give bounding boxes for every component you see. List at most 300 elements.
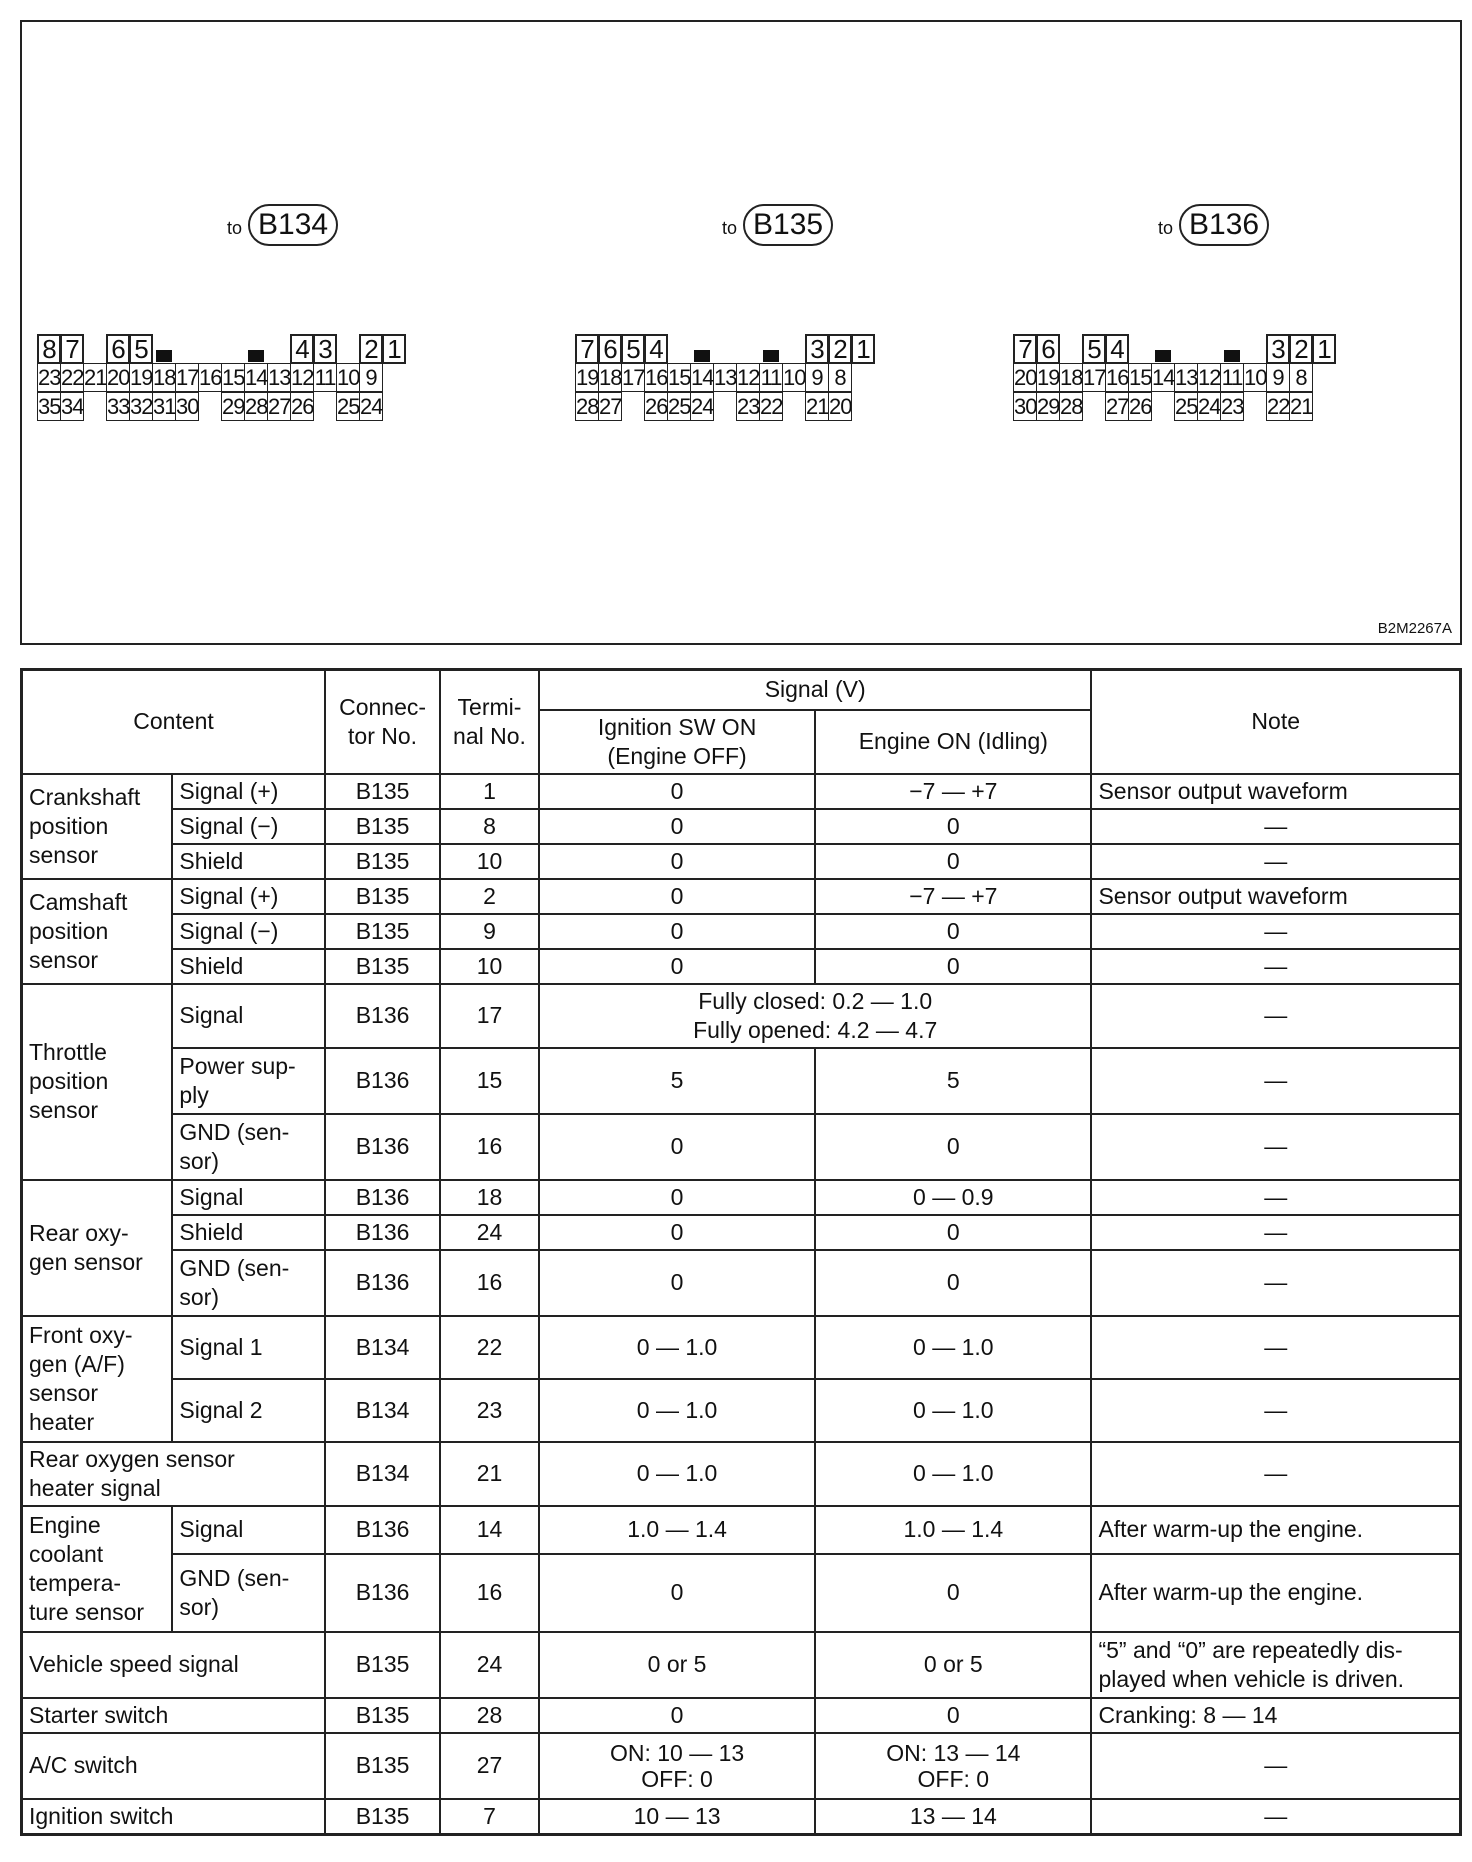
note-cell: —	[1091, 1250, 1460, 1316]
terminal-cell: 14	[440, 1506, 539, 1554]
connector-row	[1014, 363, 1336, 392]
header-row	[22, 670, 1461, 710]
terminal-cell: 24	[440, 1215, 539, 1250]
ign-cell: 0	[539, 879, 815, 914]
row-label: Starter switch	[22, 1698, 326, 1733]
connector-name: B135	[743, 204, 833, 246]
header-terminal: Termi- nal No.	[440, 670, 539, 774]
group-label: Rear oxy- gen sensor	[22, 1180, 173, 1316]
engine-cell: 0 or 5	[815, 1632, 1091, 1698]
pin-gap	[1151, 392, 1175, 421]
pin-17: 17	[622, 365, 645, 390]
to-prefix: to	[722, 217, 738, 238]
engine-cell: 0 — 0.9	[815, 1180, 1091, 1215]
pin-28: 28	[245, 394, 268, 419]
pin-gap	[1243, 334, 1267, 364]
pin-15: 15	[222, 365, 245, 390]
connector-cell: B134	[325, 1316, 440, 1379]
note-cell: —	[1091, 1799, 1460, 1835]
row-label: Ignition switch	[22, 1799, 326, 1835]
note-cell: —	[1091, 809, 1460, 844]
connector-cell: B135	[325, 1632, 440, 1698]
connector-cell: B134	[325, 1379, 440, 1442]
signal-table	[20, 668, 1462, 1836]
header-connector: Connec- tor No.	[325, 670, 440, 774]
pin-13: 13	[714, 365, 737, 390]
pin-27: 27	[1106, 394, 1129, 419]
pin-34: 34	[61, 394, 84, 419]
pin-gap	[1174, 334, 1198, 364]
connector-cell: B136	[325, 1114, 440, 1180]
pin-23: 23	[1221, 394, 1244, 419]
connector-b134-face	[38, 334, 406, 421]
pin-gap	[83, 334, 107, 364]
note-cell: —	[1091, 949, 1460, 984]
terminal-cell: 23	[440, 1379, 539, 1442]
note-cell: —	[1091, 1215, 1460, 1250]
terminal-cell: 16	[440, 1250, 539, 1316]
connector-lock-tab	[244, 334, 268, 364]
connector-label-b135	[722, 204, 833, 246]
table-row	[22, 1698, 1461, 1733]
pin-5: 5	[621, 334, 645, 364]
connector-b136-face	[1014, 334, 1336, 421]
header-content: Content	[22, 670, 326, 774]
connector-lock-tab	[759, 334, 783, 364]
note-cell: —	[1091, 984, 1460, 1048]
connector-cell: B135	[325, 844, 440, 879]
engine-cell: ON: 13 — 14 OFF: 0	[815, 1733, 1091, 1799]
terminal-cell: 2	[440, 879, 539, 914]
engine-cell: 0	[815, 1554, 1091, 1632]
note-cell: After warm-up the engine.	[1091, 1506, 1460, 1554]
sub-label: Signal 1	[172, 1316, 325, 1379]
pin-3: 3	[805, 334, 829, 364]
pin-19: 19	[130, 365, 153, 390]
pin-12: 12	[291, 365, 314, 390]
note-cell: After warm-up the engine.	[1091, 1554, 1460, 1632]
connector-cell: B136	[325, 1048, 440, 1114]
ign-cell: 0	[539, 1215, 815, 1250]
terminal-cell: 24	[440, 1632, 539, 1698]
pin-7: 7	[575, 334, 599, 364]
pin-gap	[782, 334, 806, 364]
pin-26: 26	[1129, 394, 1152, 419]
header-note: Note	[1091, 670, 1460, 774]
table-row	[22, 844, 1461, 879]
terminal-cell: 10	[440, 844, 539, 879]
terminal-cell: 10	[440, 949, 539, 984]
engine-cell: 0 — 1.0	[815, 1316, 1091, 1379]
sub-label: Power sup- ply	[172, 1048, 325, 1114]
connector-cell: B136	[325, 1506, 440, 1554]
row-label: Rear oxygen sensor heater signal	[22, 1442, 326, 1506]
pin-30: 30	[1014, 394, 1037, 419]
table-row	[22, 879, 1461, 914]
pin-21: 21	[84, 365, 107, 390]
pin-gap	[175, 334, 199, 364]
note-cell: “5” and “0” are repeatedly dis- played when vehicle is driven.	[1091, 1632, 1460, 1698]
pin-19: 19	[1037, 365, 1060, 390]
connector-row	[38, 363, 406, 392]
pin-gap	[782, 392, 806, 421]
pin-12: 12	[737, 365, 760, 390]
figure-id: B2M2267A	[1377, 620, 1452, 637]
pin-gap	[198, 334, 222, 364]
pin-16: 16	[1106, 365, 1129, 390]
connector-cell: B136	[325, 1554, 440, 1632]
pin-gap	[336, 334, 360, 364]
terminal-cell: 8	[440, 809, 539, 844]
pin-13: 13	[1175, 365, 1198, 390]
pin-gap	[667, 334, 691, 364]
connector-row	[576, 363, 875, 392]
header-ign-on: Ignition SW ON (Engine OFF)	[539, 710, 815, 774]
pin-2: 2	[1289, 334, 1313, 364]
pin-33: 33	[107, 394, 130, 419]
pin-20: 20	[829, 394, 852, 419]
ign-cell: 0	[539, 949, 815, 984]
group-label: Engine coolant tempera- ture sensor	[22, 1506, 173, 1632]
engine-cell: 0 — 1.0	[815, 1442, 1091, 1506]
terminal-cell: 15	[440, 1048, 539, 1114]
pin-31: 31	[153, 394, 176, 419]
connector-b135-face	[576, 334, 875, 421]
combined-signal-cell: Fully closed: 0.2 — 1.0 Fully opened: 4.2 — 4.7	[539, 984, 1092, 1048]
pin-25: 25	[1175, 394, 1198, 419]
pin-21: 21	[1290, 394, 1313, 419]
sub-label: Signal (−)	[172, 914, 325, 949]
engine-cell: 0	[815, 1215, 1091, 1250]
ign-cell: 0	[539, 1114, 815, 1180]
terminal-cell: 1	[440, 774, 539, 809]
pin-17: 17	[1083, 365, 1106, 390]
pin-2: 2	[828, 334, 852, 364]
pin-4: 4	[290, 334, 314, 364]
pin-gap	[736, 334, 760, 364]
note-cell: Cranking: 8 — 14	[1091, 1698, 1460, 1733]
terminal-cell: 16	[440, 1554, 539, 1632]
pin-16: 16	[199, 365, 222, 390]
ign-cell: 10 — 13	[539, 1799, 815, 1835]
pin-gap	[1128, 334, 1152, 364]
sub-label: GND (sen- sor)	[172, 1250, 325, 1316]
engine-cell: 13 — 14	[815, 1799, 1091, 1835]
pin-17: 17	[176, 365, 199, 390]
note-cell: —	[1091, 1316, 1460, 1379]
pin-20: 20	[107, 365, 130, 390]
terminal-cell: 28	[440, 1698, 539, 1733]
pin-gap	[1082, 392, 1106, 421]
pin-15: 15	[668, 365, 691, 390]
connector-cell: B135	[325, 1698, 440, 1733]
terminal-cell: 21	[440, 1442, 539, 1506]
pin-32: 32	[130, 394, 153, 419]
pin-6: 6	[106, 334, 130, 364]
pin-16: 16	[645, 365, 668, 390]
pin-1: 1	[382, 334, 406, 364]
engine-cell: 0	[815, 1698, 1091, 1733]
terminal-cell: 9	[440, 914, 539, 949]
engine-cell: 0	[815, 1114, 1091, 1180]
ign-cell: 1.0 — 1.4	[539, 1506, 815, 1554]
pin-27: 27	[599, 394, 622, 419]
group-label: Throttle position sensor	[22, 984, 173, 1180]
terminal-cell: 27	[440, 1733, 539, 1799]
pin-12: 12	[1198, 365, 1221, 390]
pin-gap	[713, 392, 737, 421]
group-label: Crankshaft position sensor	[22, 774, 173, 879]
table-row	[22, 1180, 1461, 1215]
table-row	[22, 1215, 1461, 1250]
engine-cell: 0	[815, 914, 1091, 949]
pin-18: 18	[599, 365, 622, 390]
engine-cell: 0	[815, 809, 1091, 844]
table-row	[22, 1250, 1461, 1316]
pin-9: 9	[805, 363, 829, 392]
pin-9: 9	[1266, 363, 1290, 392]
pin-8: 8	[37, 334, 61, 364]
to-prefix: to	[1158, 217, 1174, 238]
pin-23: 23	[737, 394, 760, 419]
pin-24: 24	[1198, 394, 1221, 419]
connector-cell: B134	[325, 1442, 440, 1506]
pin-20: 20	[1014, 365, 1037, 390]
sub-label: Signal	[172, 1180, 325, 1215]
note-cell: —	[1091, 1379, 1460, 1442]
pin-11: 11	[760, 365, 782, 390]
pin-gap	[83, 392, 107, 421]
ign-cell: 5	[539, 1048, 815, 1114]
ign-cell: 0	[539, 774, 815, 809]
pin-30: 30	[176, 394, 199, 419]
ign-cell: 0	[539, 1698, 815, 1733]
pin-24: 24	[691, 394, 714, 419]
table-row	[22, 914, 1461, 949]
connector-cell: B135	[325, 1799, 440, 1835]
pin-9: 9	[359, 363, 383, 392]
table-row	[22, 809, 1461, 844]
sub-label: GND (sen- sor)	[172, 1554, 325, 1632]
sub-label: GND (sen- sor)	[172, 1114, 325, 1180]
table-row	[22, 1379, 1461, 1442]
connector-cell: B136	[325, 984, 440, 1048]
engine-cell: −7 — +7	[815, 774, 1091, 809]
pin-gap	[1243, 392, 1267, 421]
connector-cell: B136	[325, 1180, 440, 1215]
pin-1: 1	[851, 334, 875, 364]
pin-19: 19	[576, 365, 599, 390]
pin-5: 5	[1082, 334, 1106, 364]
ign-cell: 0 — 1.0	[539, 1379, 815, 1442]
engine-cell: 0	[815, 949, 1091, 984]
table-row	[22, 1316, 1461, 1379]
connector-name: B134	[248, 204, 338, 246]
pin-21: 21	[806, 394, 829, 419]
connector-cell: B136	[325, 1215, 440, 1250]
connector-cell: B136	[325, 1250, 440, 1316]
connector-label-b134	[227, 204, 338, 246]
table-row	[22, 1554, 1461, 1632]
connector-cell: B135	[325, 914, 440, 949]
note-cell: —	[1091, 1048, 1460, 1114]
terminal-cell: 7	[440, 1799, 539, 1835]
ign-cell: 0	[539, 1554, 815, 1632]
pin-14: 14	[1152, 365, 1175, 390]
sub-label: Shield	[172, 844, 325, 879]
engine-cell: 0	[815, 1250, 1091, 1316]
connector-row	[1014, 392, 1336, 421]
ign-cell: ON: 10 — 13 OFF: 0	[539, 1733, 815, 1799]
ign-cell: 0	[539, 914, 815, 949]
pin-15: 15	[1129, 365, 1152, 390]
header-signal: Signal (V)	[539, 670, 1092, 710]
engine-cell: 0	[815, 844, 1091, 879]
connector-cell: B135	[325, 949, 440, 984]
connector-row	[38, 392, 406, 421]
pin-11: 11	[314, 365, 336, 390]
table-row	[22, 1799, 1461, 1835]
connector-diagram	[20, 20, 1462, 645]
ign-cell: 0	[539, 809, 815, 844]
pin-11: 11	[1221, 365, 1243, 390]
note-cell: —	[1091, 1114, 1460, 1180]
sub-label: Shield	[172, 1215, 325, 1250]
note-cell: —	[1091, 914, 1460, 949]
connector-cell: B135	[325, 809, 440, 844]
connector-row	[576, 392, 875, 421]
group-label: Front oxy- gen (A/F) sensor heater	[22, 1316, 173, 1442]
pin-28: 28	[576, 394, 599, 419]
pin-8: 8	[828, 363, 852, 392]
header-engine-on: Engine ON (Idling)	[815, 710, 1091, 774]
terminal-cell: 22	[440, 1316, 539, 1379]
pin-7: 7	[1013, 334, 1037, 364]
connector-row	[1014, 334, 1336, 363]
sub-label: Signal (+)	[172, 774, 325, 809]
row-label: A/C switch	[22, 1733, 326, 1799]
pin-14: 14	[245, 365, 268, 390]
pin-13: 13	[268, 365, 291, 390]
pin-10: 10	[783, 365, 806, 390]
pin-7: 7	[60, 334, 84, 364]
connector-label-b136	[1158, 204, 1269, 246]
pin-gap	[621, 392, 645, 421]
row-label: Vehicle speed signal	[22, 1632, 326, 1698]
sub-label: Signal	[172, 1506, 325, 1554]
engine-cell: 0 — 1.0	[815, 1379, 1091, 1442]
table-row	[22, 1114, 1461, 1180]
ign-cell: 0	[539, 1180, 815, 1215]
pin-gap	[198, 392, 222, 421]
pin-22: 22	[760, 394, 783, 419]
pin-gap	[1197, 334, 1221, 364]
connector-row	[38, 334, 406, 363]
engine-cell: 1.0 — 1.4	[815, 1506, 1091, 1554]
group-label: Camshaft position sensor	[22, 879, 173, 984]
pin-gap	[267, 334, 291, 364]
table-row	[22, 1506, 1461, 1554]
pin-2: 2	[359, 334, 383, 364]
terminal-cell: 17	[440, 984, 539, 1048]
note-cell: Sensor output waveform	[1091, 879, 1460, 914]
connector-lock-tab	[690, 334, 714, 364]
pin-14: 14	[691, 365, 714, 390]
pin-22: 22	[61, 365, 84, 390]
connector-name: B136	[1179, 204, 1269, 246]
pin-25: 25	[337, 394, 360, 419]
pin-22: 22	[1267, 394, 1290, 419]
ign-cell: 0	[539, 844, 815, 879]
ign-cell: 0 — 1.0	[539, 1316, 815, 1379]
pin-24: 24	[360, 394, 383, 419]
connector-row	[576, 334, 875, 363]
sub-label: Signal (+)	[172, 879, 325, 914]
ign-cell: 0 or 5	[539, 1632, 815, 1698]
pin-1: 1	[1312, 334, 1336, 364]
pin-23: 23	[38, 365, 61, 390]
ign-cell: 0	[539, 1250, 815, 1316]
pin-35: 35	[38, 394, 61, 419]
pin-28: 28	[1060, 394, 1083, 419]
note-cell: —	[1091, 844, 1460, 879]
connector-lock-tab	[1151, 334, 1175, 364]
pin-10: 10	[1244, 365, 1267, 390]
pin-5: 5	[129, 334, 153, 364]
engine-cell: −7 — +7	[815, 879, 1091, 914]
pin-18: 18	[153, 365, 176, 390]
pin-25: 25	[668, 394, 691, 419]
table-row	[22, 1048, 1461, 1114]
table-row	[22, 1733, 1461, 1799]
table-row	[22, 1632, 1461, 1698]
note-cell: —	[1091, 1442, 1460, 1506]
pin-10: 10	[337, 365, 360, 390]
pin-18: 18	[1060, 365, 1083, 390]
pin-8: 8	[1289, 363, 1313, 392]
sub-label: Shield	[172, 949, 325, 984]
terminal-cell: 18	[440, 1180, 539, 1215]
ign-cell: 0 — 1.0	[539, 1442, 815, 1506]
pin-gap	[221, 334, 245, 364]
pin-3: 3	[313, 334, 337, 364]
connector-cell: B135	[325, 774, 440, 809]
to-prefix: to	[227, 217, 243, 238]
pin-29: 29	[1037, 394, 1060, 419]
pin-26: 26	[291, 394, 314, 419]
pin-4: 4	[1105, 334, 1129, 364]
engine-cell: 5	[815, 1048, 1091, 1114]
connector-cell: B135	[325, 1733, 440, 1799]
table-row	[22, 984, 1461, 1048]
table-row	[22, 949, 1461, 984]
pin-27: 27	[268, 394, 291, 419]
pin-gap	[313, 392, 337, 421]
pin-6: 6	[1036, 334, 1060, 364]
pin-gap	[713, 334, 737, 364]
note-cell: Sensor output waveform	[1091, 774, 1460, 809]
pin-29: 29	[222, 394, 245, 419]
sub-label: Signal 2	[172, 1379, 325, 1442]
pin-gap	[1059, 334, 1083, 364]
pin-6: 6	[598, 334, 622, 364]
connector-lock-tab	[1220, 334, 1244, 364]
connector-lock-tab	[152, 334, 176, 364]
table-row	[22, 1442, 1461, 1506]
terminal-cell: 16	[440, 1114, 539, 1180]
note-cell: —	[1091, 1733, 1460, 1799]
note-cell: —	[1091, 1180, 1460, 1215]
